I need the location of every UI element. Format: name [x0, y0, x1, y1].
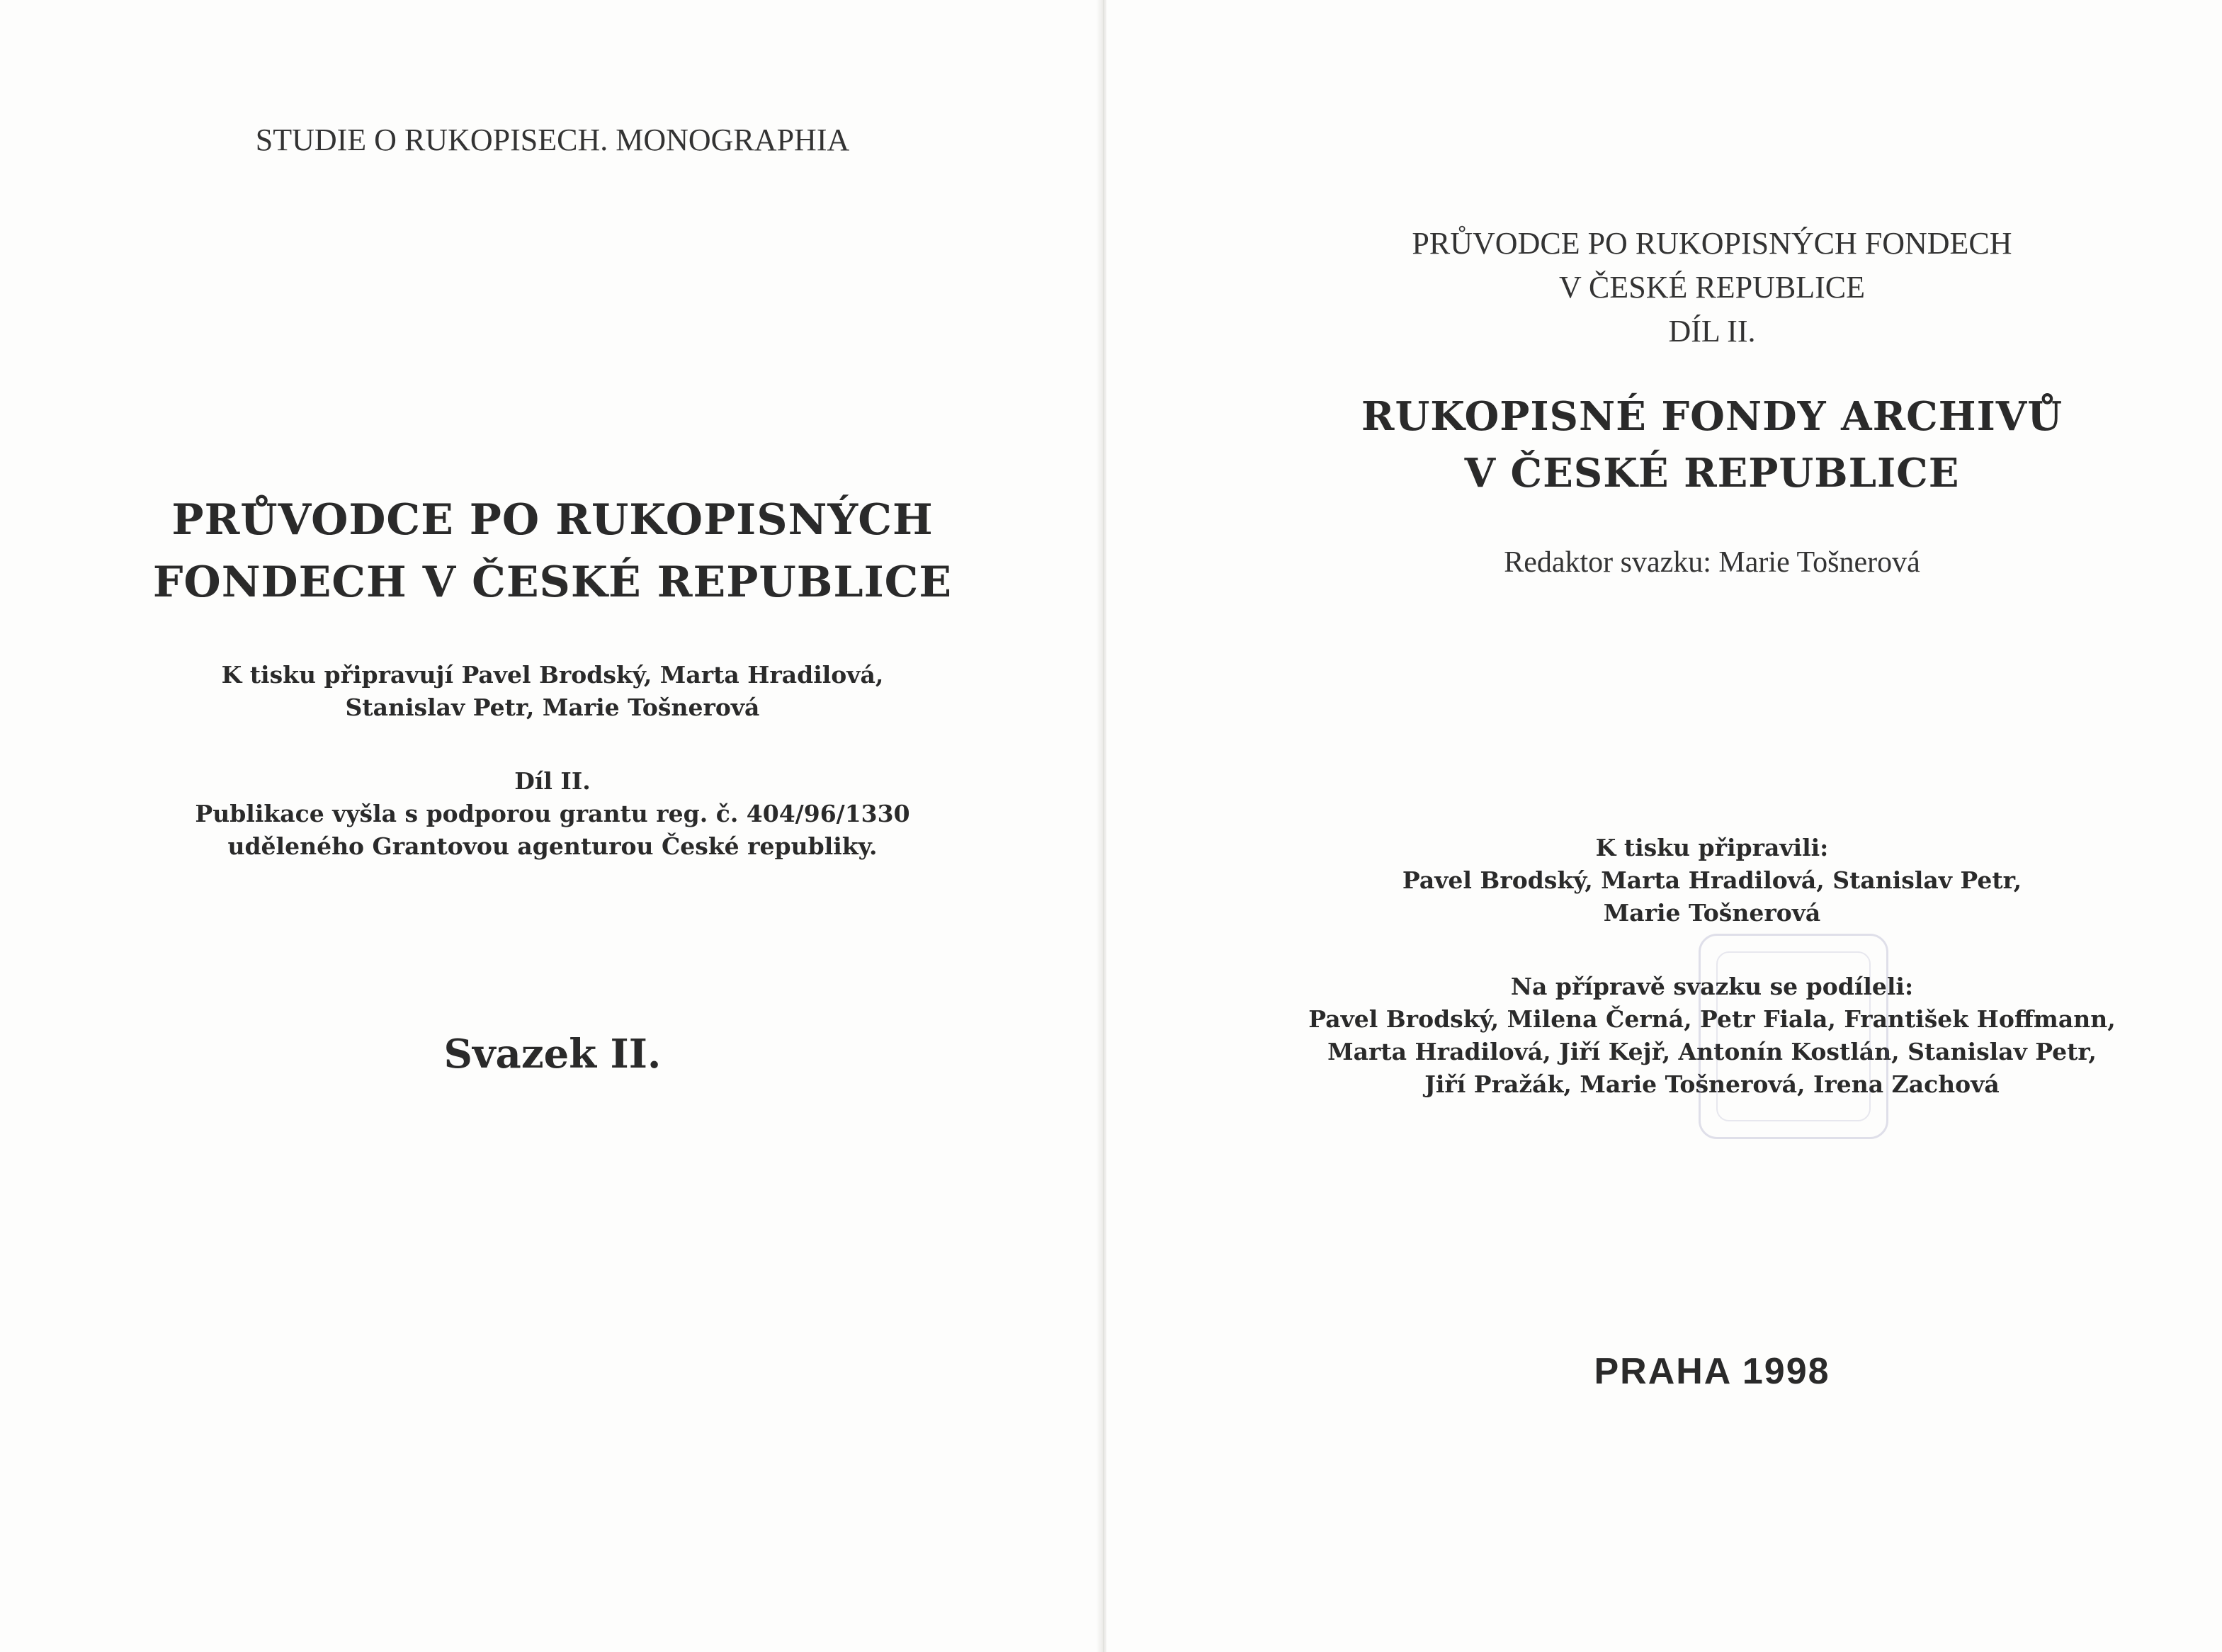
guide-title-line: DÍL II. [1668, 314, 1756, 349]
prepared-names-line: Marie Tošnerová [1603, 899, 1821, 927]
prepared-heading: K tisku připravili: [1595, 834, 1829, 861]
main-title [0, 489, 1105, 613]
part-label: Díl II. [514, 767, 591, 795]
volume-title-line: V ČESKÉ REPUBLICE [1464, 450, 1960, 497]
volume-label: Svazek II. [443, 1031, 662, 1077]
grant-note-line: Publikace vyšla s podporou grantu reg. č. 404/96/1330 [195, 800, 910, 827]
main-title-line: FONDECH V ČESKÉ REPUBLICE [152, 558, 953, 607]
grant-note [0, 798, 1105, 863]
guide-title-line: V ČESKÉ REPUBLICE [1559, 270, 1865, 305]
prepared-names-line: Pavel Brodský, Marta Hradilová, Stanislav Petr, [1402, 866, 2022, 894]
prepared-names [1198, 864, 2222, 929]
preparers-line: K tisku připravují Pavel Brodský, Marta Hradilová, [221, 661, 884, 689]
right-page [1106, 0, 2222, 1652]
left-page [0, 0, 1105, 1652]
contributors-line: Pavel Brodský, Milena Černá, Petr Fiala, František Hoffmann, [1308, 1005, 2116, 1033]
contributors-line: Marta Hradilová, Jiří Kejř, Antonín Kostlán, Stanislav Petr, [1327, 1038, 2097, 1065]
guide-title-line: PRŮVODCE PO RUKOPISNÝCH FONDECH [1412, 226, 2012, 261]
preparers-line: Stanislav Petr, Marie Tošnerová [345, 694, 760, 721]
preparers-note [0, 659, 1105, 724]
guide-title [1198, 222, 2222, 353]
contributors-line: Jiří Pražák, Marie Tošnerová, Irena Zachová [1424, 1070, 2000, 1098]
series-title: STUDIE O RUKOPISECH. MONOGRAPHIA [255, 123, 850, 157]
contributors-heading: Na přípravě svazku se podíleli: [1510, 973, 1914, 1000]
imprint: PRAHA 1998 [1594, 1351, 1830, 1392]
volume-title [1198, 388, 2222, 502]
library-stamp [1699, 934, 1888, 1139]
volume-title-line: RUKOPISNÉ FONDY ARCHIVŮ [1361, 393, 2063, 440]
editor-line: Redaktor svazku: Marie Tošnerová [1504, 546, 1920, 579]
grant-note-line: uděleného Grantovou agenturou České republiky. [227, 832, 878, 860]
library-stamp-inner [1716, 951, 1871, 1121]
main-title-line: PRŮVODCE PO RUKOPISNÝCH [171, 495, 934, 545]
